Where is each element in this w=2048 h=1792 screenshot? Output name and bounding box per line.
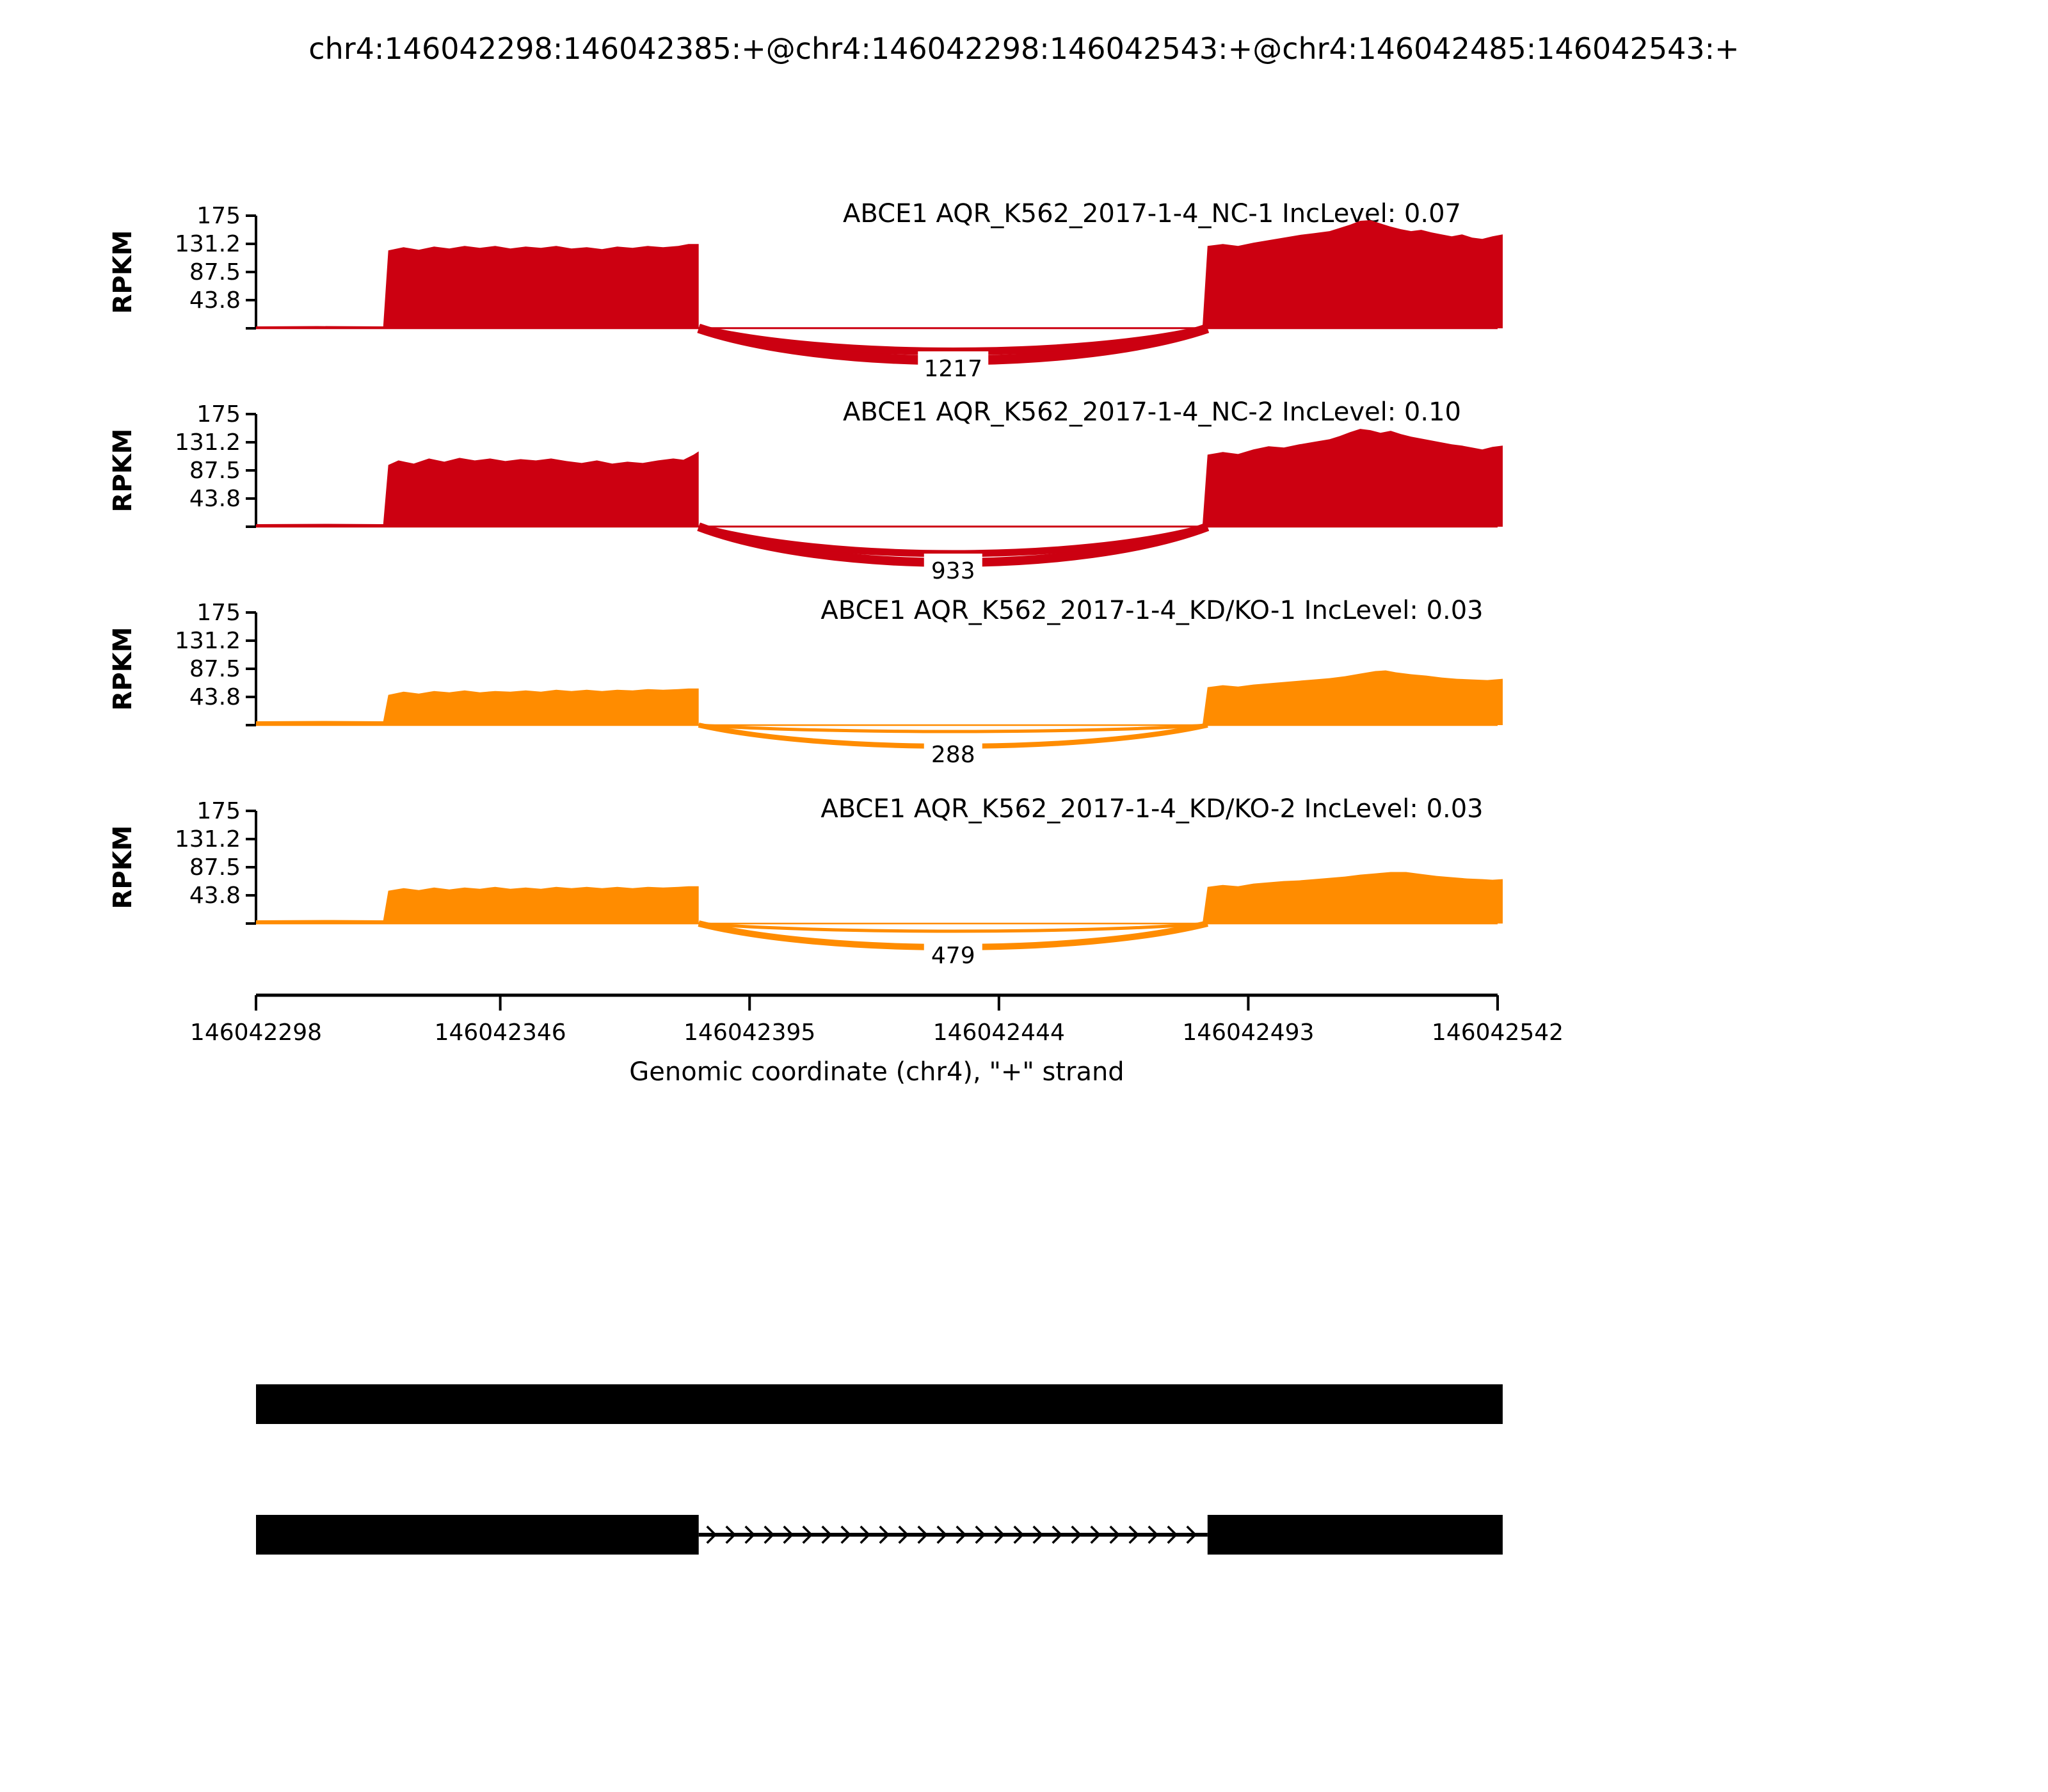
y-axis-tick-label: 175 (196, 203, 241, 229)
x-axis-tick-label: 146042542 (1431, 1020, 1564, 1046)
junction-arc-upper (699, 725, 1208, 732)
gene-model (256, 1384, 1503, 1555)
junction-count: 479 (931, 943, 975, 969)
junction-count: 1217 (924, 356, 983, 382)
y-axis-tick-label: 43.8 (189, 882, 241, 909)
junction-count: 933 (931, 558, 975, 584)
y-axis-tick-label: 87.5 (189, 656, 241, 682)
x-axis-tick-label: 146042493 (1182, 1020, 1315, 1046)
track-4 (108, 794, 1503, 972)
junction-arc-upper (699, 924, 1208, 931)
coverage-area (256, 671, 1503, 726)
y-axis-tick-label: 43.8 (189, 287, 241, 314)
rpkm-axis-label: RPKM (108, 627, 138, 711)
track-3 (108, 596, 1503, 771)
exon-block (256, 1515, 699, 1555)
x-axis-tick-label: 146042346 (434, 1020, 566, 1046)
x-axis-tick-label: 146042395 (684, 1020, 816, 1046)
y-axis-tick-label: 175 (196, 401, 241, 428)
y-axis-tick-label: 87.5 (189, 259, 241, 285)
x-axis-tick-label: 146042444 (932, 1020, 1065, 1046)
exon-block (256, 1384, 1503, 1424)
x-axis-label: Genomic coordinate (chr4), "+" strand (629, 1057, 1124, 1087)
coverage-area (256, 429, 1503, 527)
y-axis-tick-label: 87.5 (189, 854, 241, 881)
y-axis-tick-label: 87.5 (189, 458, 241, 484)
junction-count: 288 (931, 742, 975, 768)
x-axis (190, 995, 1564, 1046)
rpkm-axis-label: RPKM (108, 428, 138, 513)
retained-intron-isoform (256, 1384, 1503, 1424)
track-2 (108, 397, 1503, 587)
coverage-tracks (108, 199, 1503, 972)
y-axis-tick-label: 131.2 (174, 826, 241, 853)
y-axis-tick-label: 43.8 (189, 485, 241, 512)
y-axis-tick-label: 131.2 (174, 628, 241, 655)
exon-block (1208, 1515, 1503, 1555)
coverage-area (256, 220, 1503, 328)
track-1 (108, 199, 1503, 385)
track-label: ABCE1 AQR_K562_2017-1-4_NC-2 IncLevel: 0.10 (843, 397, 1461, 427)
plot-title: chr4:146042298:146042385:+@chr4:146042298:146042543:+@chr4:146042485:146042543:+ (308, 31, 1740, 66)
x-axis-tick-label: 146042298 (189, 1020, 323, 1046)
spliced-isoform (256, 1515, 1503, 1555)
track-label: ABCE1 AQR_K562_2017-1-4_KD/KO-1 IncLevel: 0.03 (820, 596, 1484, 625)
y-axis-tick-label: 131.2 (174, 231, 241, 258)
track-label: ABCE1 AQR_K562_2017-1-4_KD/KO-2 IncLevel: 0.03 (820, 794, 1484, 824)
y-axis-tick-label: 131.2 (174, 429, 241, 456)
coverage-area (256, 872, 1503, 924)
y-axis-tick-label: 175 (196, 798, 241, 824)
y-axis-tick-label: 43.8 (189, 684, 241, 710)
y-axis-tick-label: 175 (196, 600, 241, 626)
rpkm-axis-label: RPKM (108, 230, 138, 314)
track-label: ABCE1 AQR_K562_2017-1-4_NC-1 IncLevel: 0.07 (843, 199, 1461, 228)
rpkm-axis-label: RPKM (108, 825, 138, 909)
